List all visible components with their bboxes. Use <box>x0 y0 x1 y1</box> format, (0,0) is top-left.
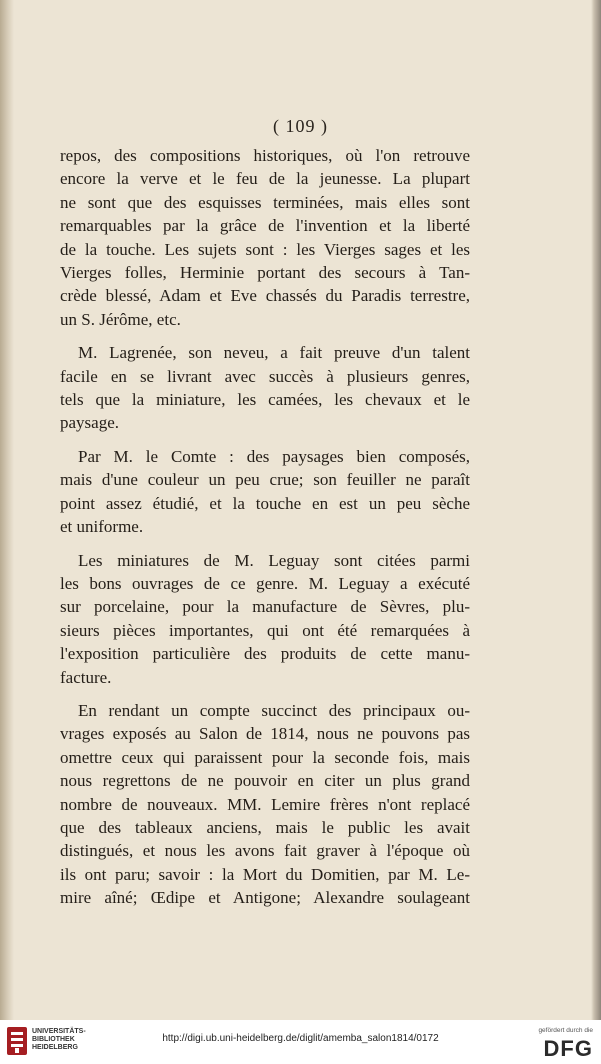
library-name-line: UNIVERSITÄTS- <box>32 1028 86 1035</box>
funding-note: gefördert durch die <box>538 1027 593 1034</box>
text-line: mire aîné; Œdipe et Antigone; Alexandre soulageant <box>60 888 470 908</box>
paragraph-4 <box>60 549 470 689</box>
text-line: omettre ceux qui paraissent pour la seconde fois, mais <box>60 747 470 767</box>
text-line: facture. <box>60 667 112 687</box>
paragraph-3 <box>60 445 470 539</box>
text-line: facile en se livrant avec succès à plusieurs genres, <box>60 366 470 386</box>
text-line: Par M. le Comte : des paysages bien composés, <box>78 446 470 466</box>
text-line: crède blessé, Adam et Eve chassés du Paradis terrestre, <box>60 286 470 306</box>
page-number: ( 109 ) <box>273 116 328 136</box>
text-line: nombre de nouveaux. MM. Lemire frères n'ont replacé <box>60 794 470 814</box>
text-line: point assez étudié, et la touche en est un peu sèche <box>60 493 470 513</box>
text-line: mais d'une couleur un peu crue; son feuiller ne paraît <box>60 470 470 490</box>
paragraph-5 <box>60 699 470 910</box>
dfg-logo: DFG <box>543 1036 593 1061</box>
text-line: sur porcelaine, pour la manufacture de Sèvres, plu- <box>60 597 470 617</box>
text-line: et uniforme. <box>60 517 144 537</box>
text-line: distingués, et nous les avons fait graver à l'époque où <box>60 841 470 861</box>
text-line: remarquables par la grâce de l'invention et la liberté <box>60 216 470 236</box>
page-edge-shadow <box>591 0 601 1020</box>
text-line: ne sont que des esquisses terminées, mais elles sont <box>60 192 470 212</box>
text-line: Vierges folles, Herminie portant des secours à Tan- <box>60 263 470 283</box>
text-line: encore la verve et le feu de la jeunesse. La plupart <box>60 169 470 189</box>
text-line: ils ont paru; savoir : la Mort du Domitien, par M. Le- <box>60 864 470 884</box>
text-line: nous regrettons de ne pouvoir en citer un plus grand <box>60 771 470 791</box>
text-line: que des tableaux anciens, mais le public les avait <box>60 817 470 837</box>
book-spine-shadow <box>0 0 14 1020</box>
text-line: de la touche. Les sujets sont : les Vierges sages et les <box>60 239 470 259</box>
text-line: paysage. <box>60 413 120 433</box>
text-line: Les miniatures de M. Leguay sont citées parmi <box>78 550 470 570</box>
library-name-line: BIBLIOTHEK <box>32 1036 75 1043</box>
text-line: les bons ouvrages de ce genre. M. Leguay a exécuté <box>60 573 470 593</box>
library-name-line: HEIDELBERG <box>32 1044 78 1051</box>
text-line: En rendant un compte succinct des principaux ou- <box>78 700 470 720</box>
paragraph-1 <box>60 144 470 331</box>
text-line: vrages exposés au Salon de 1814, nous ne pouvons pas <box>60 724 470 744</box>
permalink-url[interactable]: http://digi.ub.uni-heidelberg.de/diglit/amemba_salon1814/0172 <box>162 1033 439 1044</box>
paragraph-2 <box>60 341 470 435</box>
text-line: l'exposition particulière des produits de cette manu- <box>60 644 470 664</box>
text-line: M. Lagrenée, son neveu, a fait preuve d'un talent <box>78 343 470 363</box>
body-text <box>60 144 470 910</box>
text-line: tels que la miniature, les camées, les chevaux et le <box>60 390 470 410</box>
text-line: un S. Jérôme, etc. <box>60 309 181 329</box>
text-line: repos, des compositions historiques, où l'on retrouve <box>60 146 470 165</box>
text-line: sieurs pièces importantes, qui ont été remarquées à <box>60 620 470 640</box>
